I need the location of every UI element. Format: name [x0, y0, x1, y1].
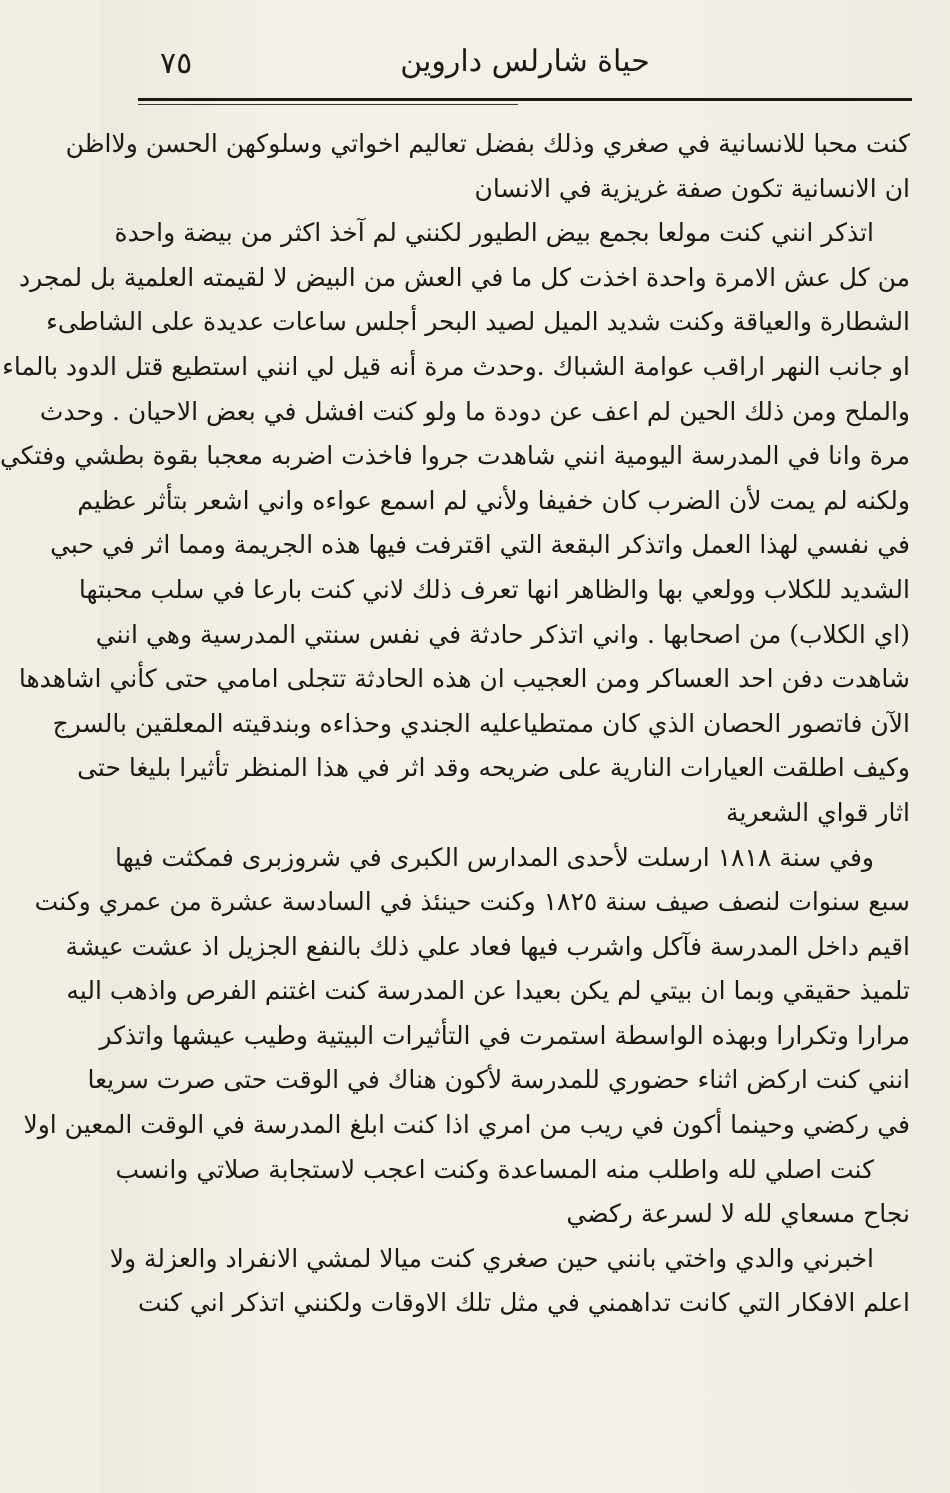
text-line: اعلم الافكار التي كانت تداهمني في مثل تلك الاوقات ولكنني اتذكر اني كنت	[137, 1288, 910, 1318]
text-line: او جانب النهر اراقب عوامة الشباك .وحدث مرة أنه قيل لي انني استطيع قتل الدود بالماء	[2, 351, 910, 381]
text-line: شاهدت دفن احد العساكر ومن العجيب ان هذه الحادثة تتجلى امامي حتى كأني اشاهدها	[18, 664, 910, 694]
text-line: الشديد للكلاب وولعي بها والظاهر انها تعرف ذلك لاني كنت بارعا في سلب محبتها	[78, 574, 910, 604]
text-line: الآن فاتصور الحصان الذي كان ممتطياعليه الجندي وحذاءه وبندقيته المعلقين بالسرج	[52, 708, 910, 738]
page-header	[140, 40, 910, 90]
text-line: اتذكر انني كنت مولعا بجمع بيض الطيور لكنني لم آخذ اكثر من بيضة واحدة	[114, 218, 874, 248]
text-line: اثار قواي الشعرية	[726, 797, 910, 827]
text-line: وكيف اطلقت العيارات النارية على ضريحه وقد اثر في هذا المنظر تأثيرا بليغا حتى	[77, 753, 910, 783]
text-line: في نفسي لهذا العمل واتذكر البقعة التي اقترفت فيها هذه الجريمة ومما اثر في حبي	[50, 530, 910, 560]
text-line: اخبرني والدي واختي بانني حين صغري كنت ميالا لمشي الانفراد والعزلة ولا	[109, 1243, 874, 1273]
header-rule-thin	[138, 104, 518, 105]
text-line: كنت اصلي لله واطلب منه المساعدة وكنت اعجب لاستجابة صلاتي وانسب	[115, 1154, 874, 1184]
text-line: في ركضي وحينما أكون في ريب من امري اذا كنت ابلغ المدرسة في الوقت المعين اولا	[23, 1110, 910, 1140]
text-line: وفي سنة ١٨١٨ ارسلت لأحدى المدارس الكبرى في شروزبرى فمكثت فيها	[114, 842, 874, 872]
text-line: ان الانسانية تكون صفة غريزية في الانسان	[474, 173, 910, 203]
text-line: والملح ومن ذلك الحين لم اعف عن دودة ما ولو كنت افشل في بعض الاحيان . وحدث	[39, 396, 910, 426]
text-line: سبع سنوات لنصف صيف سنة ١٨٢٥ وكنت حينئذ في السادسة عشرة من عمري وكنت	[34, 887, 910, 917]
text-line: نجاح مسعاي لله لا لسرعة ركضي	[566, 1199, 910, 1229]
header-rule	[138, 98, 912, 101]
text-line: كنت محبا للانسانية في صغري وذلك بفضل تعاليم اخواتي وسلوكهن الحسن ولااظن	[65, 129, 910, 158]
text-line: ولكنه لم يمت لأن الضرب كان خفيفا ولأني لم اسمع عواءه واني اشعر بتأثر عظيم	[77, 485, 910, 515]
text-line: مرة وانا في المدرسة اليومية انني شاهدت جروا فاخذت اضربه معجبا بقوة بطشي وفتكي	[0, 441, 910, 471]
text-line: اقيم داخل المدرسة فآكل واشرب فيها فعاد علي ذلك بالنفع الجزيل اذ عشت عيشة	[65, 931, 910, 961]
text-line: تلميذ حقيقي وبما ان بيتي لم يكن بعيدا عن المدرسة كنت اغتنم الفرص واذهب اليه	[66, 976, 910, 1006]
page-number: ٧٥	[160, 46, 193, 81]
running-title: حياة شارلس داروين	[400, 44, 650, 79]
body-text	[0, 122, 910, 1493]
text-line: (اي الكلاب) من اصحابها . واني اتذكر حادثة في نفس سنتي المدرسية وهي انني	[95, 619, 910, 649]
text-line: الشطارة والعياقة وكنت شديد الميل لصيد البحر أجلس ساعات عديدة على الشاطىء	[46, 307, 910, 337]
text-line: انني كنت اركض اثناء حضوري للمدرسة لأكون هناك في الوقت حتى صرت سريعا	[87, 1065, 910, 1095]
text-line: من كل عش الامرة واحدة اخذت كل ما في العش من البيض لا لقيمته العلمية بل لمجرد	[18, 262, 910, 292]
text-line: مرارا وتكرارا وبهذه الواسطة استمرت في التأثيرات البيتية وطيب عيشها واتذكر	[99, 1020, 910, 1050]
